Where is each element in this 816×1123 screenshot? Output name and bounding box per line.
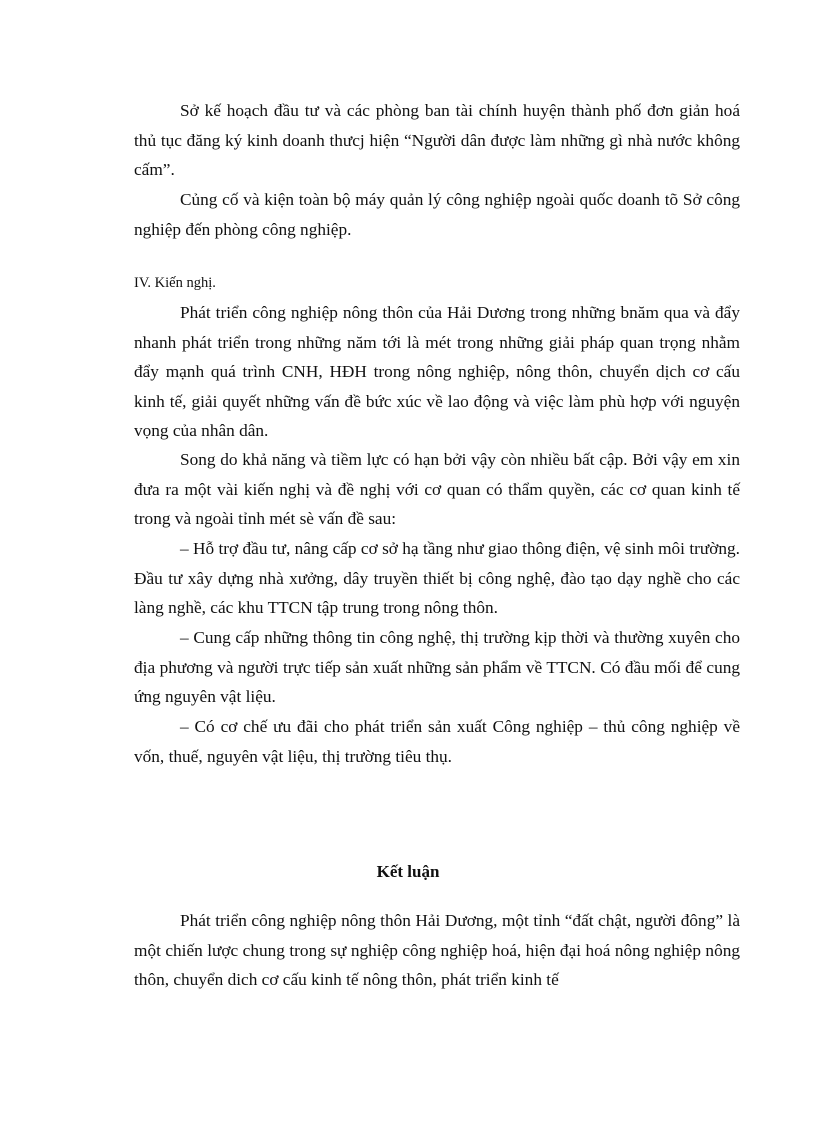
list-item-incentive-mechanism: – Có cơ chế ưu đãi cho phát triển sản xuất Công nghiệp – thủ công nghiệp về vốn, thuế, nguyên vật liệu, thị trường tiêu thụ. bbox=[134, 717, 740, 766]
paragraph-limitations-proposals: Song do khả năng và tiềm lực có hạn bởi vậy còn nhiều bất cập. Bởi vậy em xin đưa ra một vài kiến nghị và đề nghị với cơ quan có thẩm quyền, các cơ quan kinh tế trong và ngoài tỉnh mét sè vấn đề sau: bbox=[134, 450, 740, 529]
paragraph-conclusion: Phát triển công nghiệp nông thôn Hải Dương, một tỉnh “đất chật, người đông” là một chiến lược chung trong sự nghiệp công nghiệp hoá, hiện đại hoá nông nghiệp nông thôn, chuyển dich cơ cấu kinh tế nông thôn, phát triển kinh tế bbox=[134, 911, 740, 990]
conclusion-title: Kết luận bbox=[376, 862, 440, 881]
paragraph-rural-industry-development: Phát triển công nghiệp nông thôn của Hải Dương trong những bnăm qua và đẩy nhanh phát triển trong những năm tới là mét trong những giải pháp quan trọng nhằm đẩy mạnh quá trình CNH, HĐH trong nông nghiệp, nông thôn, chuyển dịch cơ cấu kinh tế, giải quyết những vấn đề bức xúc về lao động và việc làm phù hợp với nguyện vọng của nhân dân. bbox=[134, 303, 740, 441]
list-item-infrastructure-support: – Hỗ trợ đầu tư, nâng cấp cơ sở hạ tầng như giao thông điện, vệ sinh môi trường. Đầu tư xây dựng nhà xưởng, dây truyền thiết bị công nghệ, đào tạo dạy nghề cho các làng nghề, các khu TTCN tập trung trong nông thôn. bbox=[134, 539, 740, 618]
section-heading-recommendations: IV. Kiến nghị. bbox=[134, 275, 216, 291]
paragraph-business-registration: Sở kế hoạch đầu tư và các phòng ban tài chính huyện thành phố đơn giản hoá thủ tục đăng ký kinh doanh thưcj hiện “Người dân được làm những gì nhà nước không cấm”. bbox=[134, 101, 740, 180]
paragraph-management-apparatus: Củng cố và kiện toàn bộ máy quản lý công nghiệp ngoài quốc doanh tõ Sở công nghiệp đến phòng công nghiệp. bbox=[134, 190, 740, 239]
list-item-information-supply: – Cung cấp những thông tin công nghệ, thị trường kịp thời và thường xuyên cho địa phương và người trực tiếp sản xuất những sản phẩm về TTCN. Có đầu mối để cung ứng nguyên vật liệu. bbox=[134, 628, 740, 707]
